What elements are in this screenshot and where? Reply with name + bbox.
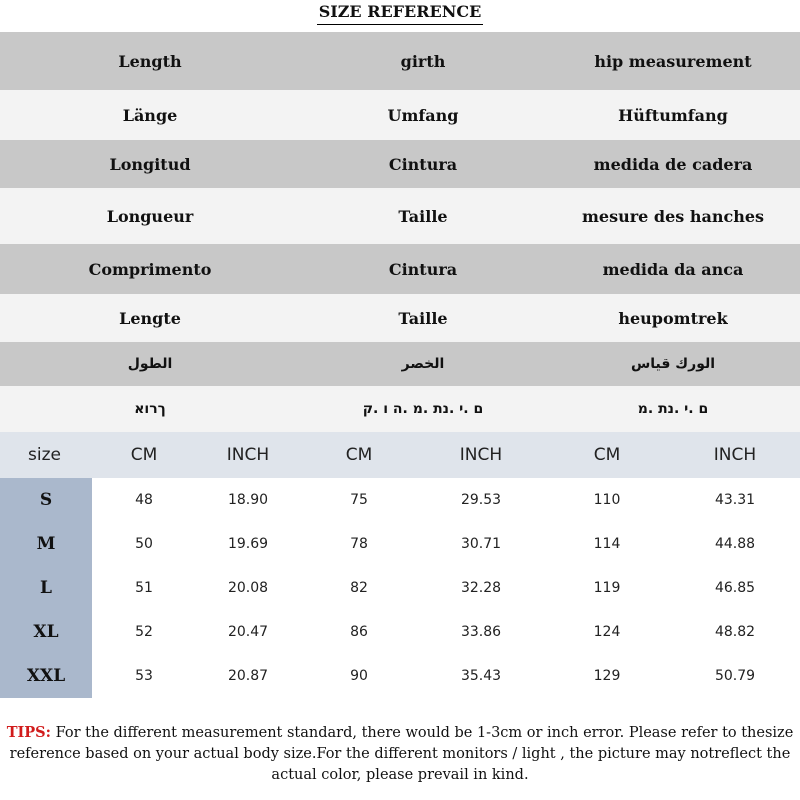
header-girth-inch: INCH xyxy=(459,445,503,465)
length-inch-cell: 20.87 xyxy=(227,668,269,684)
language-row xyxy=(0,188,800,244)
header-hip-cm: CM xyxy=(593,445,621,465)
length-inch-cell: 19.69 xyxy=(227,536,269,552)
hip-label: medida de cadera xyxy=(593,154,753,174)
size-cell: M xyxy=(0,522,92,566)
girth-label: Cintura xyxy=(388,154,458,174)
hip-inch-cell: 46.85 xyxy=(714,580,756,596)
table-row xyxy=(0,522,800,566)
size-cell: XL xyxy=(0,610,92,654)
girth-cm-cell: 86 xyxy=(350,624,368,640)
hip-label: mesure des hanches xyxy=(581,206,765,226)
table-row xyxy=(0,566,800,610)
hip-label: Hüftumfang xyxy=(618,105,728,125)
length-cm-cell: 53 xyxy=(135,668,153,684)
girth-label: Taille xyxy=(398,206,448,226)
hip-cm-cell: 129 xyxy=(593,668,621,684)
girth-inch-cell: 29.53 xyxy=(460,492,502,508)
language-row xyxy=(0,90,800,140)
page-title xyxy=(0,0,800,32)
hip-inch-cell: 43.31 xyxy=(714,492,756,508)
length-label: Longitud xyxy=(109,154,191,174)
language-row xyxy=(0,140,800,188)
header-length-inch: INCH xyxy=(226,445,270,465)
length-label: Comprimento xyxy=(88,259,212,279)
length-label: الطول xyxy=(127,356,173,372)
size-table-header xyxy=(0,432,800,478)
size-table xyxy=(0,432,800,698)
hip-cm-cell: 114 xyxy=(593,536,621,552)
language-row xyxy=(0,32,800,90)
header-size: size xyxy=(28,445,61,465)
hip-inch-cell: 48.82 xyxy=(714,624,756,640)
girth-inch-cell: 32.28 xyxy=(460,580,502,596)
length-inch-cell: 20.08 xyxy=(227,580,269,596)
tips-text: For the different measurement standard, there would be 1-3cm or inch error. Please refer to thesize reference based on your actual body size.For the different monitors / light , the picture may notreflect the actual color, please prevail in kind. xyxy=(9,725,794,783)
girth-label: ם .י .נת .מ .ה ו .ק xyxy=(362,401,484,417)
table-row xyxy=(0,478,800,522)
girth-inch-cell: 33.86 xyxy=(460,624,502,640)
girth-label: Cintura xyxy=(388,259,458,279)
hip-cm-cell: 119 xyxy=(593,580,621,596)
size-cell: XXL xyxy=(0,654,92,698)
header-girth-cm: CM xyxy=(345,445,373,465)
girth-label: Taille xyxy=(398,308,448,328)
header-hip-inch: INCH xyxy=(713,445,757,465)
length-label: Longueur xyxy=(106,206,194,226)
hip-cm-cell: 124 xyxy=(593,624,621,640)
hip-label: ם .י .נת .מ xyxy=(637,401,709,417)
length-cm-cell: 52 xyxy=(135,624,153,640)
girth-cm-cell: 75 xyxy=(350,492,368,508)
language-row xyxy=(0,342,800,386)
length-cm-cell: 51 xyxy=(135,580,153,596)
hip-label: الورك قياس xyxy=(630,356,716,372)
hip-label: hip measurement xyxy=(594,51,752,71)
length-label: Length xyxy=(118,51,182,71)
header-length-cm: CM xyxy=(130,445,158,465)
length-inch-cell: 20.47 xyxy=(227,624,269,640)
table-row xyxy=(0,654,800,698)
length-cm-cell: 48 xyxy=(135,492,153,508)
girth-cm-cell: 78 xyxy=(350,536,368,552)
length-cm-cell: 50 xyxy=(135,536,153,552)
language-row xyxy=(0,386,800,432)
girth-label: girth xyxy=(400,51,446,71)
girth-inch-cell: 35.43 xyxy=(460,668,502,684)
girth-label: Umfang xyxy=(387,105,459,125)
girth-inch-cell: 30.71 xyxy=(460,536,502,552)
hip-label: medida da anca xyxy=(602,259,744,279)
hip-inch-cell: 44.88 xyxy=(714,536,756,552)
length-label: Länge xyxy=(122,105,178,125)
size-table-body xyxy=(0,478,800,698)
girth-label: الخصر xyxy=(401,356,445,372)
hip-cm-cell: 110 xyxy=(593,492,621,508)
hip-label: heupomtrek xyxy=(618,308,728,328)
table-row xyxy=(0,610,800,654)
language-row xyxy=(0,244,800,294)
language-table xyxy=(0,32,800,432)
language-row xyxy=(0,294,800,342)
tips-note xyxy=(0,722,800,786)
length-label: ךרוא xyxy=(134,401,166,417)
size-cell: S xyxy=(0,478,92,522)
size-cell: L xyxy=(0,566,92,610)
length-label: Lengte xyxy=(119,308,181,328)
girth-cm-cell: 90 xyxy=(350,668,368,684)
girth-cm-cell: 82 xyxy=(350,580,368,596)
tips-label: TIPS: xyxy=(6,724,52,741)
title-text: SIZE REFERENCE xyxy=(317,0,484,25)
length-inch-cell: 18.90 xyxy=(227,492,269,508)
hip-inch-cell: 50.79 xyxy=(714,668,756,684)
